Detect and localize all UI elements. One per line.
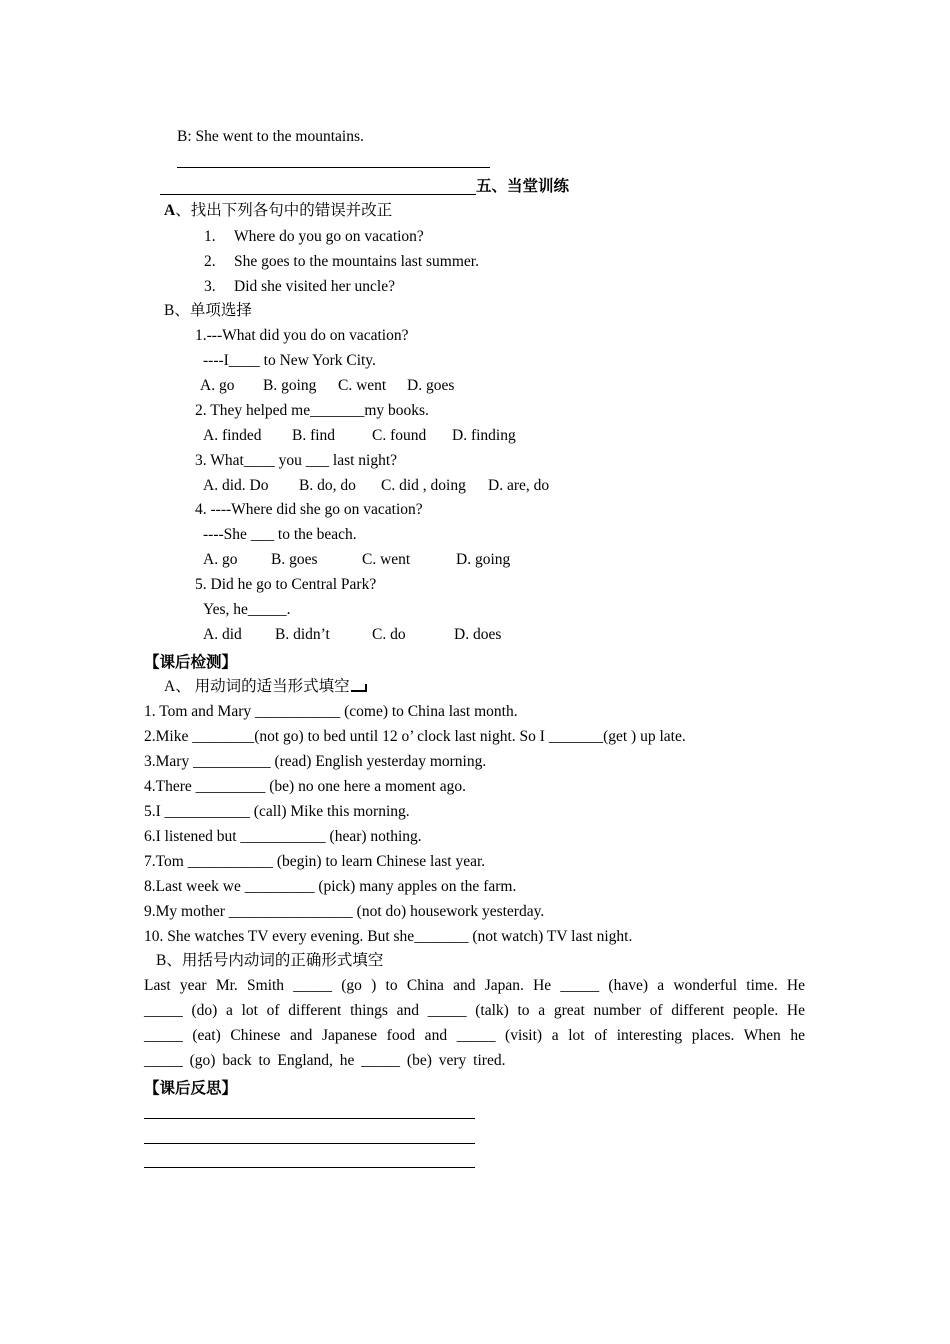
question-4-option-a: A. go xyxy=(203,551,238,568)
reflection-line-3 xyxy=(144,1167,475,1168)
part-a-heading-text: 、找出下列各句中的错误并改正 xyxy=(175,202,393,219)
item-text: She goes to the mountains last summer. xyxy=(234,253,479,270)
passage-line-3: _____ (eat) Chinese and Japanese food and _____ (visit) a lot of interesting places. When he xyxy=(144,1027,805,1044)
question-4-line-1: 4. ----Where did she go on vacation? xyxy=(195,501,423,518)
fill-item-10: 10. She watches TV every evening. But she_______ (not watch) TV last night. xyxy=(144,928,633,945)
question-3-option-a: A. did. Do xyxy=(203,477,269,494)
question-1-option-b: B. going xyxy=(263,377,317,394)
section5-title: 五、当堂训练 xyxy=(476,178,570,195)
reflection-line-1 xyxy=(144,1118,475,1119)
question-3-option-c: C. did , doing xyxy=(381,477,466,494)
item-text: Where do you go on vacation? xyxy=(234,228,424,245)
fill-item-5: 5.I ___________ (call) Mike this morning. xyxy=(144,803,410,820)
error-item-2 xyxy=(204,252,479,272)
question-5-line-2: Yes, he_____. xyxy=(203,601,291,618)
question-4-option-d: D. going xyxy=(456,551,511,568)
item-text: Did she visited her uncle? xyxy=(234,278,395,295)
part-a-heading: A、找出下列各句中的错误并改正 xyxy=(164,202,393,219)
test-part-a-heading xyxy=(164,677,367,697)
question-5-option-b: B. didn’t xyxy=(275,626,330,643)
passage-line-2: _____ (do) a lot of different things and _____ (talk) to a great number of different people. He xyxy=(144,1002,805,1019)
question-4-option-b: B. goes xyxy=(271,551,318,568)
question-2-line-1: 2. They helped me_______my books. xyxy=(195,402,429,419)
question-5-line-1: 5. Did he go to Central Park? xyxy=(195,576,377,593)
question-1-option-d: D. goes xyxy=(407,377,455,394)
question-2-option-c: C. found xyxy=(372,427,427,444)
question-4-line-2: ----She ___ to the beach. xyxy=(203,526,357,543)
passage-line-4: _____ (go) back to England, he _____ (be) very tired. xyxy=(144,1052,506,1069)
after-class-test-title: 【课后检测】 xyxy=(144,654,238,671)
editor-mark-icon xyxy=(351,684,367,692)
item-number: 2. xyxy=(204,253,216,270)
question-5-option-c: C. do xyxy=(372,626,406,643)
reflection-line-2 xyxy=(144,1143,475,1144)
error-item-1 xyxy=(204,227,424,247)
question-3-option-b: B. do, do xyxy=(299,477,356,494)
question-2-option-a: A. finded xyxy=(203,427,262,444)
answer-blank-line xyxy=(177,167,490,168)
fill-item-1: 1. Tom and Mary ___________ (come) to China last month. xyxy=(144,703,518,720)
question-1-option-c: C. went xyxy=(338,377,387,394)
test-part-a-heading-text: A、 用动词的适当形式填空 xyxy=(164,678,350,695)
fill-item-8: 8.Last week we _________ (pick) many apples on the farm. xyxy=(144,878,517,895)
question-1-line-1: 1.---What did you do on vacation? xyxy=(195,327,409,344)
question-5-option-a: A. did xyxy=(203,626,242,643)
part-b-heading: B、单项选择 xyxy=(164,302,252,319)
question-1-option-a: A. go xyxy=(200,377,235,394)
passage-line-1: Last year Mr. Smith _____ (go ) to China and Japan. He _____ (have) a wonderful time. He xyxy=(144,977,805,994)
question-4-option-c: C. went xyxy=(362,551,411,568)
item-number: 3. xyxy=(204,278,216,295)
question-2-option-d: D. finding xyxy=(452,427,516,444)
question-3-option-d: D. are, do xyxy=(488,477,550,494)
question-2-option-b: B. find xyxy=(292,427,336,444)
question-5-option-d: D. does xyxy=(454,626,502,643)
fill-item-3: 3.Mary __________ (read) English yesterday morning. xyxy=(144,753,487,770)
fill-item-6: 6.I listened but ___________ (hear) nothing. xyxy=(144,828,422,845)
answer-b-line: B: She went to the mountains. xyxy=(177,128,364,145)
fill-item-2: 2.Mike ________(not go) to bed until 12 o’ clock last night. So I _______(get ) up late. xyxy=(144,728,686,745)
item-number: 1. xyxy=(204,228,216,245)
question-1-line-2: ----I____ to New York City. xyxy=(203,352,376,369)
error-item-3 xyxy=(204,277,395,297)
fill-item-9: 9.My mother ________________ (not do) housework yesterday. xyxy=(144,903,545,920)
reflection-title: 【课后反思】 xyxy=(144,1080,238,1097)
fill-item-7: 7.Tom ___________ (begin) to learn Chinese last year. xyxy=(144,853,486,870)
question-3-line-1: 3. What____ you ___ last night? xyxy=(195,452,398,469)
fill-item-4: 4.There _________ (be) no one here a moment ago. xyxy=(144,778,466,795)
test-part-b-heading: B、用括号内动词的正确形式填空 xyxy=(156,952,384,969)
section-title-rule xyxy=(160,194,476,195)
